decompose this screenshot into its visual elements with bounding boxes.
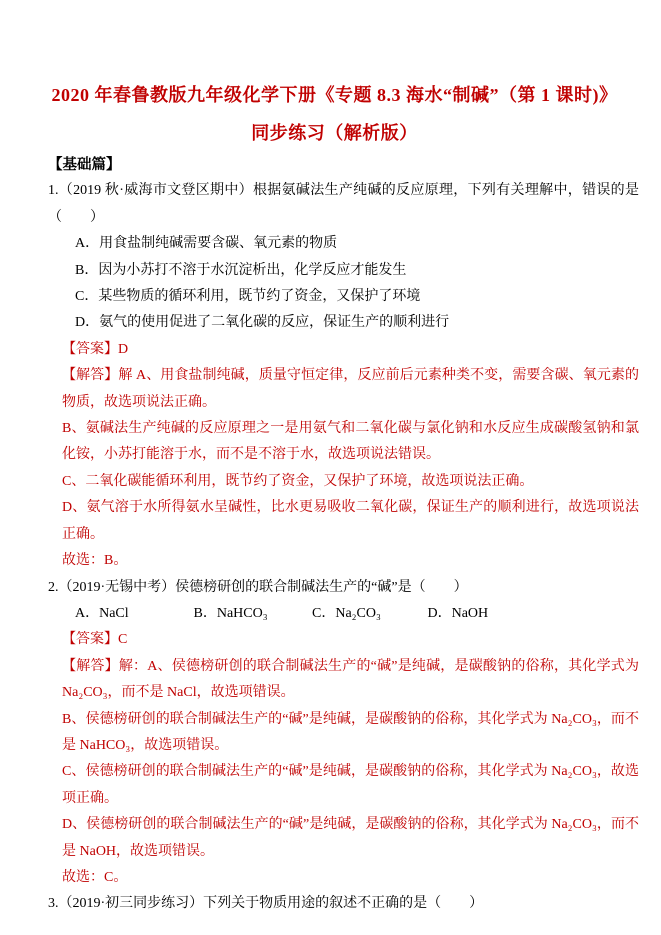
question-3-stem: 3.（2019·初三同步练习）下列关于物质用途的叙述不正确的是（ ） [48, 896, 484, 912]
question-1-final-choice: 故选：B。 [62, 553, 128, 569]
question-2-option-d: D．NaOH [427, 605, 489, 621]
question-1-stem: 1.（2019 秋·威海市文登区期中）根据氨碱法生产纯碱的反应原理，下列有关理解中，错误的是（ ） [48, 183, 639, 225]
question-1-option-b: B．因为小苏打不溶于水沉淀析出，化学反应才能发生 [75, 262, 407, 278]
question-2-analysis-b: B、侯德榜研创的联合制碱法生产的“碱”是纯碱，是碳酸钠的俗称，其化学式为 Na₂CO₃，而不是 NaHCO₃，故选项错误。 [62, 711, 639, 753]
question-2-analysis-a: 【解答】解：A、侯德榜研创的联合制碱法生产的“碱”是纯碱，是碳酸钠的俗称，其化学式为 Na₂CO₃，而不是 NaCl，故选项错误。 [62, 658, 639, 701]
question-2-answer-label: 【答案】 [62, 632, 118, 648]
question-1-analysis-d: D、氨气溶于水所得氨水呈碱性，比水更易吸收二氧化碳，保证生产的顺利进行，故选项说法正确。 [62, 500, 639, 542]
question-2-analysis-c: C、侯德榜研创的联合制碱法生产的“碱”是纯碱，是碳酸钠的俗称，其化学式为 Na₂CO₃，故选项正确。 [62, 764, 639, 806]
question-2-option-a: A．NaCl [75, 605, 129, 621]
section-header-basics: 【基础篇】 [48, 157, 121, 173]
worksheet-body [48, 152, 639, 918]
question-2-final-choice: 故选：C。 [62, 869, 128, 885]
question-2-options-row [75, 601, 639, 627]
question-1-answer-value: D [118, 341, 129, 357]
question-2-analysis-d: D、侯德榜研创的联合制碱法生产的“碱”是纯碱，是碳酸钠的俗称，其化学式为 Na₂CO₃，而不是 NaOH，故选项错误。 [62, 817, 639, 859]
question-2-answer-value: C [118, 632, 128, 648]
document-title-line1: 2020 年春鲁教版九年级化学下册《专题 8.3 海水“制碱”（第 1 课时)》 [51, 85, 618, 105]
question-2-option-c: C．Na₂CO₃ [312, 605, 381, 621]
question-2-answer-line [62, 627, 639, 653]
question-1-option-c: C．某些物质的循环利用，既节约了资金，又保护了环境 [75, 289, 421, 305]
question-2-option-b: B．NaHCO₃ [193, 605, 268, 621]
question-1-option-d: D．氨气的使用促进了二氧化碳的反应，保证生产的顺利进行 [75, 315, 450, 331]
document-title-line2: 同步练习（解析版） [251, 123, 418, 143]
question-1-analysis-b: B、氨碱法生产纯碱的反应原理之一是用氨气和二氧化碳与氯化钠和水反应生成碳酸氢钠和氯化铵，小苏打能溶于水，而不是不溶于水，故选项说法错误。 [62, 421, 639, 463]
question-1-analysis-a: 【解答】解 A、用食盐制纯碱，质量守恒定律，反应前后元素种类不变，需要含碳、氧元素的物质，故选项说法正确。 [62, 368, 639, 410]
question-1-answer-label: 【答案】 [62, 341, 118, 357]
question-1-answer-line [62, 337, 639, 363]
question-2-stem: 2.（2019·无锡中考）侯德榜研创的联合制碱法生产的“碱”是（ ） [48, 579, 468, 595]
question-1-option-a: A．用食盐制纯碱需要含碳、氧元素的物质 [75, 236, 338, 252]
question-1-analysis-c: C、二氧化碳能循环利用，既节约了资金，又保护了环境，故选项说法正确。 [62, 473, 534, 489]
document-title [30, 76, 639, 152]
